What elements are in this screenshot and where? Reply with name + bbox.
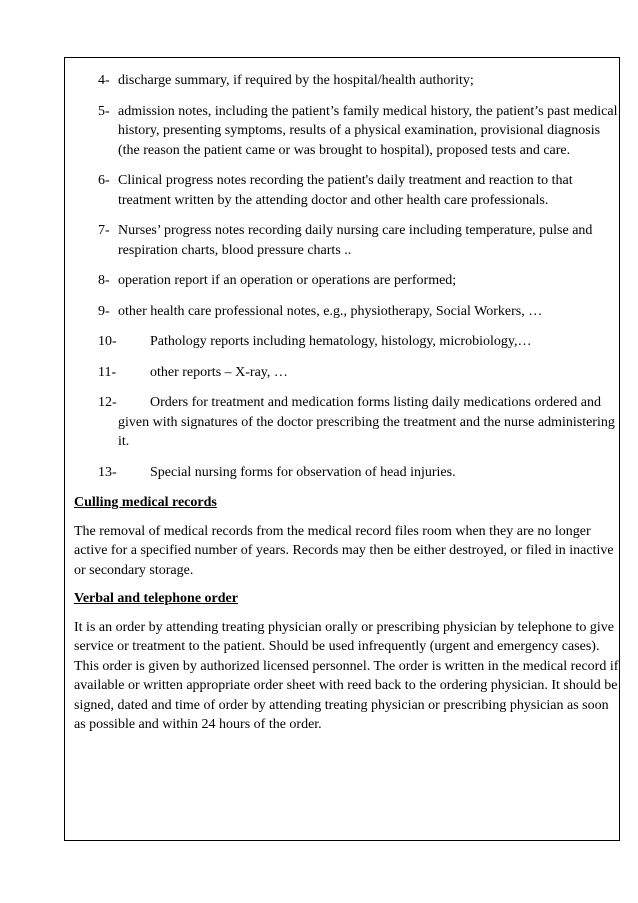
list-item-number: 13- [98,464,117,480]
section-body-verbal-order: It is an order by attending treating physician orally or prescribing physician by telephone to give service or treatment to the patient. Should be used infrequently (urgent and emergency cases). This order is given by authorized licensed personnel. The order is written in the medical record if available or written appropriate order sheet with reed back to the ordering physician. It should be signed, dated and time of order by attending treating physician or prescribing physician as soon as possible and within 24 hours of the order. [74,619,619,732]
list-item-number: 10- [98,334,117,349]
list-item-number: 8- [98,273,110,288]
list-item [74,463,619,483]
list-item-number: 6- [98,173,110,188]
document-body [74,71,619,744]
list-item-number: 7- [98,223,110,238]
list-item-text: Orders for treatment and medication forms listing daily medications ordered and given with signatures of the doctor prescribing the treatment and the nurse administering it. [118,395,615,449]
list-item-text: admission notes, including the patient’s family medical history, the patient’s past medical history, presenting symptoms, results of a physical examination, provisional diagnosis (the reason the patient came or was brought to hospital), proposed tests and care. [118,103,618,158]
list-item-number: 12- [98,395,117,410]
list-item-text: operation report if an operation or operations are performed; [118,273,457,288]
list-item [74,171,619,210]
list-item-text: Clinical progress notes recording the patient's daily treatment and reaction to that treatment written by the attending doctor and other health care professionals. [118,173,573,208]
section-heading-culling: Culling medical records [74,495,217,510]
list-item-text: Nurses’ progress notes recording daily nursing care including temperature, pulse and respiration charts, blood pressure charts .. [118,223,593,258]
list-item [74,271,619,291]
list-item [74,302,619,322]
list-item-text: Special nursing forms for observation of head injuries. [150,464,456,480]
list-item [74,332,619,352]
list-item-text: other reports – X-ray, … [150,364,288,380]
list-item-text: discharge summary, if required by the hospital/health authority; [118,73,474,88]
list-item [74,363,619,383]
list-item-text: other health care professional notes, e.g., physiotherapy, Social Workers, … [118,303,543,319]
list-item [74,221,619,260]
list-item-number: 5- [98,103,110,119]
list-item [74,102,619,161]
list-item-text: Pathology reports including hematology, histology, microbiology,… [150,334,532,349]
section-body-culling: The removal of medical records from the medical record files room when they are no longer active for a specified number of years. Records may then be either destroyed, or filed in inactive or secondary storage. [74,523,614,578]
section-heading-verbal-order: Verbal and telephone order [74,591,238,606]
list-item [74,393,619,452]
list-item [74,71,619,91]
list-item-number: 9- [98,303,110,319]
list-item-number: 4- [98,73,110,88]
list-item-number: 11- [98,364,117,380]
